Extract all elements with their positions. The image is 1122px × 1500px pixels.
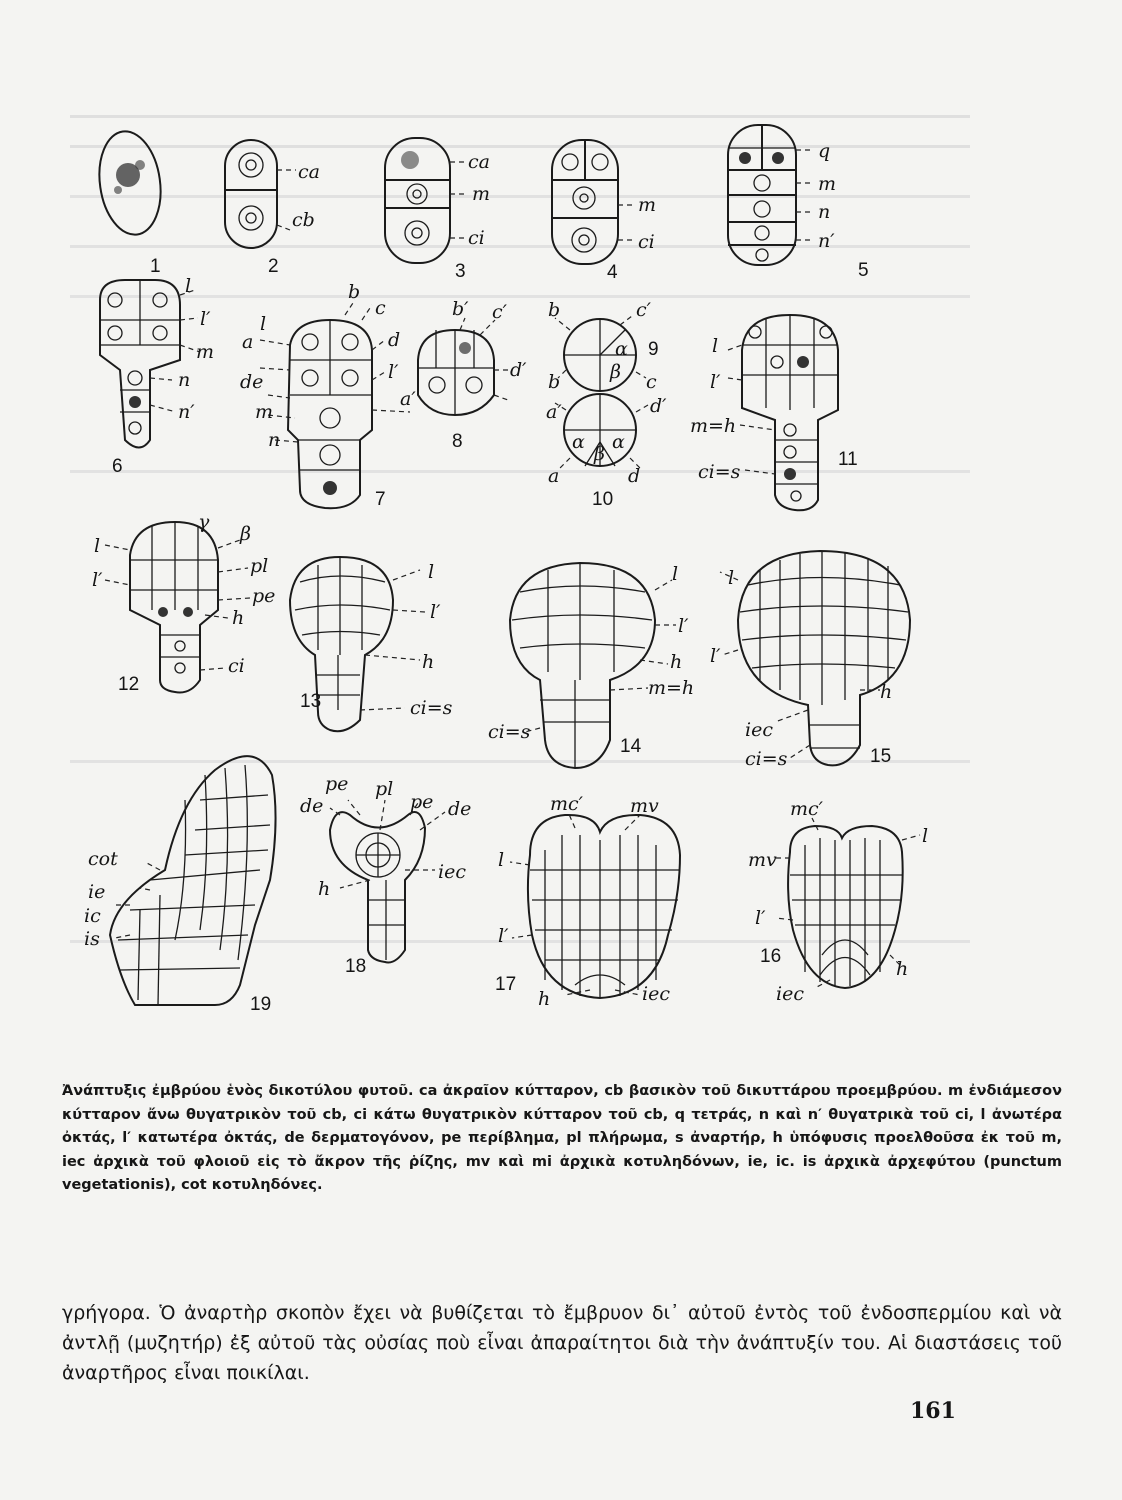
label-h: h [318, 878, 331, 900]
panel-number: 4 [607, 262, 618, 283]
label-is: is [84, 928, 100, 950]
figure-caption: Ἀνάπτυξις ἐμβρύου ἑνὸς δικοτύλου φυτοῦ. ca ἀκραῖον κύτταρον, cb βασικὸν τοῦ δικυττάρου προεμβρύου. m ἐνδιάμεσον κύτταρον ἄνω θυγατρικὸν τοῦ cb, ci κάτω θυγατρικὸν κύτταρον τοῦ cb, q τετράς, n καὶ n′ θυγατρικὰ τοῦ ci, l ἀνωτέρα ὀκτάς, l′ κατωτέρα ὀκτάς, de δερματογόνον, pe περίβλημα, pl πλήρωμα, s ἀναρτήρ, h ὑπόφυσις προελθοῦσα ἐκ τοῦ m, iec ἀρχικὰ τοῦ φλοιοῦ εἰς τὸ ἄκρον τῆς ῥίζης, mv καὶ mi ἀρχικὰ κοτυληδόνων, ie, ic. is ἀρχικὰ ἀρχεφύτου (punctum vegetationis), cot κοτυληδόνες. [62, 1083, 1062, 1193]
label-c: c [646, 371, 657, 393]
label-l-prime: l′ [498, 925, 509, 947]
label-ca: ca [298, 161, 320, 183]
label-mc-prime: mc′ [790, 798, 823, 820]
panel-number: 8 [452, 431, 463, 452]
label-b: b [548, 299, 561, 321]
label-l-prime: l′ [430, 601, 441, 623]
page-number: 161 [910, 1398, 956, 1424]
body-paragraph: γρήγορα. Ὁ ἀναρτὴρ σκοπὸν ἔχει νὰ βυθίζεται τὸ ἔμβρυον δι᾽ αὐτοῦ ἐντὸς τοῦ ἐνδοσπερμίου καὶ νὰ ἀντλῇ (μυζητήρ) ἐξ αὐτοῦ τὰς οὐσίας ποὺ εἶναι ἀπαραίτητοι διὰ τὴν ἀνάπτυξίν του. Αἱ διαστάσεις τοῦ ἀναρτῆρος εἶναι ποικίλαι. [62, 1302, 1062, 1384]
label-cot: cot [88, 848, 118, 870]
label-ci-s: ci=s [410, 697, 453, 719]
label-a: a [242, 331, 254, 353]
label-m: m [255, 401, 274, 423]
label-pl: pl [250, 555, 269, 577]
embryo-panel-6 [100, 275, 214, 477]
embryo-panel-14 [488, 563, 694, 768]
label-l: l [428, 561, 435, 583]
panel-number: 5 [858, 260, 869, 281]
label-l-prime: l′ [388, 361, 399, 383]
label-ci-s: ci=s [745, 748, 788, 770]
label-gamma: γ [198, 511, 210, 533]
label-mv: mv [748, 849, 777, 871]
embryo-panel-13 [290, 557, 453, 731]
label-ic: ic [84, 905, 101, 927]
label-d: d [628, 465, 641, 487]
label-m-h: m=h [690, 415, 737, 437]
label-de: de [448, 798, 472, 820]
label-iec: iec [745, 719, 773, 741]
embryo-panel-11 [690, 315, 858, 510]
label-h: h [880, 681, 893, 703]
label-l: l [260, 313, 267, 335]
label-m: m [472, 183, 491, 205]
label-n: n [818, 201, 831, 223]
label-b: b [548, 371, 561, 393]
label-b-prime: b′ [452, 298, 469, 320]
label-h: h [422, 651, 435, 673]
label-m: m [196, 341, 215, 363]
label-l: l [498, 849, 505, 871]
label-a-prime: a′ [546, 401, 562, 423]
label-d-prime: d′ [650, 395, 667, 417]
label-b: b [348, 281, 361, 303]
panel-number: 19 [250, 994, 272, 1015]
label-mc-prime: mc′ [550, 793, 583, 815]
label-beta: β [610, 361, 621, 383]
label-l-prime: l′ [92, 569, 103, 591]
label-l-prime: l′ [678, 615, 689, 637]
embryo-panel-19 [84, 756, 276, 1015]
label-alpha: α [572, 431, 585, 453]
embryo-panel-10 [546, 394, 667, 510]
panel-number: 10 [592, 489, 614, 510]
label-ie: ie [88, 881, 106, 903]
label-ci: ci [228, 655, 245, 677]
label-m: m [818, 173, 837, 195]
label-beta: β [240, 523, 251, 545]
label-l-prime: l′ [710, 645, 721, 667]
label-l: l [185, 275, 192, 297]
label-l: l [712, 335, 719, 357]
label-l: l [672, 563, 679, 585]
embryo-panel-4 [552, 140, 656, 283]
panel-number: 13 [300, 691, 322, 712]
label-pe: pe [325, 773, 349, 795]
label-m: m [638, 194, 657, 216]
label-alpha: α [615, 338, 628, 360]
embryo-panel-2 [225, 140, 320, 277]
label-ca: ca [468, 151, 490, 173]
panel-number: 9 [648, 339, 659, 360]
label-l-prime: l′ [200, 308, 211, 330]
label-a: a [548, 465, 560, 487]
label-ci: ci [468, 227, 485, 249]
label-de: de [240, 371, 264, 393]
panel-number: 18 [345, 956, 367, 977]
panel-number: 16 [760, 946, 782, 967]
label-mv: mv [630, 795, 659, 817]
label-pl: pl [375, 778, 394, 800]
embryo-panel-5 [728, 125, 869, 281]
embryo-panel-18 [300, 773, 471, 977]
label-l-prime: l′ [710, 371, 721, 393]
label-ci-s: ci=s [698, 461, 741, 483]
panel-number: 7 [375, 489, 386, 510]
label-h: h [896, 958, 909, 980]
embryo-panel-9 [548, 299, 659, 393]
label-l: l [922, 825, 929, 847]
label-m-h: m=h [648, 677, 695, 699]
label-a-prime: a′ [400, 388, 416, 410]
label-ci: ci [638, 231, 655, 253]
embryo-panel-12 [92, 511, 275, 695]
embryo-panel-7 [240, 281, 416, 510]
panel-number: 11 [838, 449, 858, 470]
label-l: l [94, 535, 101, 557]
panel-number: 2 [268, 256, 279, 277]
label-h: h [670, 651, 683, 673]
label-beta: β [594, 443, 605, 465]
label-n: n [178, 369, 191, 391]
label-l: l [728, 567, 735, 589]
label-iec: iec [642, 983, 670, 1005]
label-ci-s: ci=s [488, 721, 531, 743]
embryo-panel-8 [418, 298, 527, 452]
label-q: q [818, 140, 831, 162]
embryo-panel-17 [495, 793, 680, 1010]
label-n: n [268, 429, 281, 451]
label-iec: iec [438, 861, 466, 883]
label-n-prime: n′ [818, 230, 835, 252]
panel-number: 6 [112, 456, 123, 477]
label-pe: pe [410, 791, 434, 813]
label-n-prime: n′ [178, 401, 195, 423]
label-pe: pe [252, 585, 276, 607]
panel-number: 1 [150, 256, 161, 277]
embryo-panel-1 [93, 127, 167, 277]
label-alpha: α [612, 431, 625, 453]
label-c-prime: c′ [636, 299, 651, 321]
label-d-prime: d′ [510, 359, 527, 381]
panel-number: 14 [620, 736, 642, 757]
label-l-prime: l′ [755, 907, 766, 929]
label-c-prime: c′ [492, 301, 507, 323]
label-d: d [388, 329, 401, 351]
embryo-panel-15 [710, 551, 910, 770]
embryo-panel-16 [748, 798, 928, 1005]
label-h: h [538, 988, 551, 1010]
label-iec: iec [776, 983, 804, 1005]
label-c: c [375, 297, 386, 319]
panel-number: 12 [118, 674, 140, 695]
panel-number: 3 [455, 261, 466, 282]
panel-number: 15 [870, 746, 892, 767]
panel-number: 17 [495, 974, 517, 995]
label-cb: cb [292, 209, 315, 231]
label-h: h [232, 607, 245, 629]
label-de: de [300, 795, 324, 817]
embryo-panel-3 [385, 138, 490, 282]
